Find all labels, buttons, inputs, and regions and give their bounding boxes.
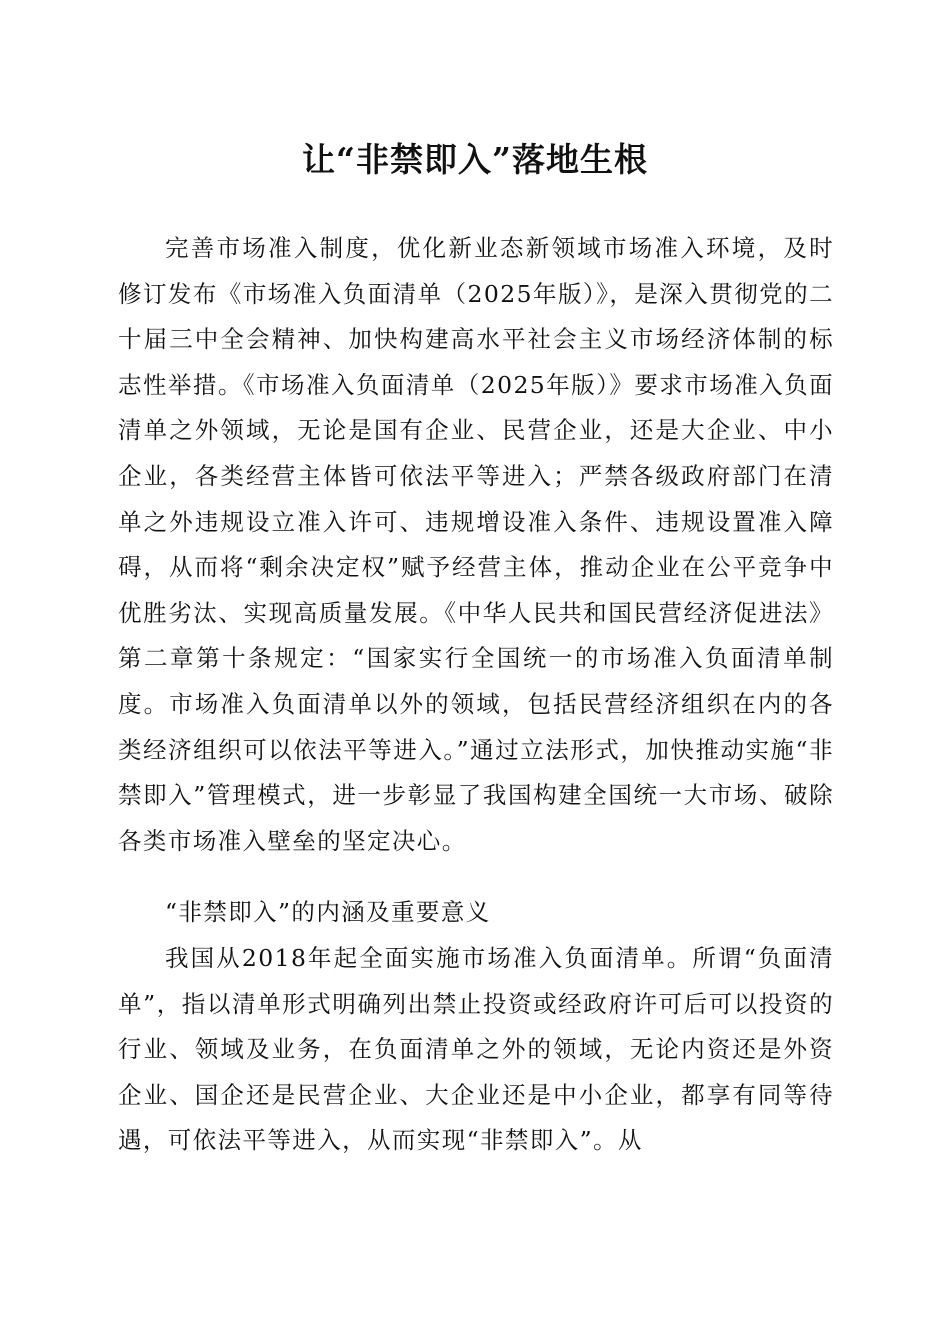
paragraph-section-1: 我国从2018年起全面实施市场准入负面清单。所谓“负面清单”，指以清单形式明确列出禁止投资或经政府许可后可以投资的行业、领域及业务，在负面清单之外的领域，无论内资还是外资企业、国企还是民营企业、大企业还是中小企业，都享有同等待遇，可依法平等进入，从而实现“非禁即入”。从 [118,944,834,1155]
section-heading: “非禁即入”的内涵及重要意义 [165,898,491,926]
document-title: 让“非禁即入”落地生根 [302,140,648,179]
paragraph-intro: 完善市场准入制度，优化新业态新领域市场准入环境，及时修订发布《市场准入负面清单（2025年版）》，是深入贯彻党的二十届三中全会精神、加快构建高水平社会主义市场经济体制的标志性举措。《市场准入负面清单（2025年版）》要求市场准入负面清单之外领域，无论是国有企业、民营企业，还是大企业、中小企业，各类经营主体皆可依法平等进入；严禁各级政府部门在清单之外违规设立准入许可、违规增设准入条件、违规设置准入障碍，从而将“剩余决定权”赋予经营主体，推动企业在公平竞争中优胜劣汰、实现高质量发展。《中华人民共和国民营经济促进法》第二章第十条规定：“国家实行全国统一的市场准入负面清单制度。市场准入负面清单以外的领域，包括民营经济组织在内的各类经济组织可以依法平等进入。”通过立法形式，加快推动实施“非禁即入”管理模式，进一步彰显了我国构建全国统一大市场、破除各类市场准入壁垒的坚定决心。 [118,234,834,855]
